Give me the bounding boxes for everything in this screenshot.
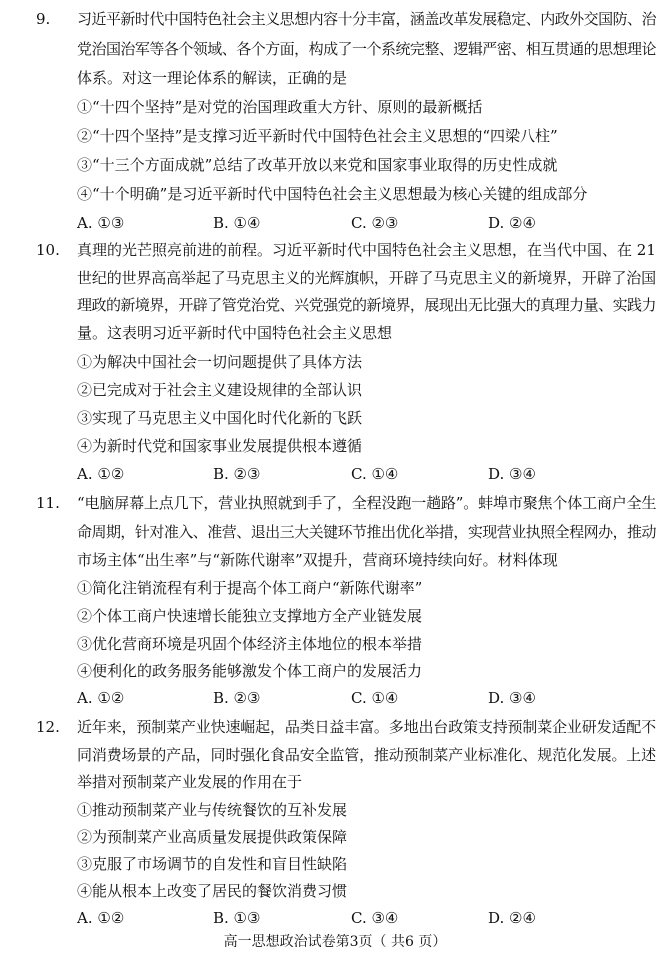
choice-d: D. ②④ (488, 214, 536, 232)
question-number: 9. (36, 10, 51, 28)
choice-a: A. ①② (77, 689, 125, 707)
choice-a: A. ①② (77, 909, 125, 927)
statement: ④为新时代党和国家事业发展提供根本遵循 (77, 437, 363, 455)
choice-c: C. ③④ (351, 909, 399, 927)
question-stem-line: 党治国治军等各个领域、各个方面，构成了一个系统完整、逻辑严密、相互贯通的思想理论 (77, 40, 657, 58)
question-stem-line: 命周期，针对准入、准营、退出三大关键环节推出优化举措，实现营业执照全程网办，推动 (77, 523, 657, 541)
statement: ①“十四个坚持”是对党的治国理政重大方针、原则的最新概括 (77, 98, 483, 116)
statement: ②为预制菜产业高质量发展提供政策保障 (77, 828, 348, 846)
statement: ③优化营商环境是巩固个体经济主体地位的根本举措 (77, 635, 423, 653)
question-stem-line: 市场主体“出生率”与“新陈代谢率”双提升，营商环境持续向好。材料体现 (77, 551, 558, 569)
statement: ②个体工商户快速增长能独立支撑地方全产业链发展 (77, 607, 423, 625)
choice-b: B. ①④ (213, 214, 261, 232)
statement: ③克服了市场调节的自发性和盲目性缺陷 (77, 855, 348, 873)
statement: ③实现了马克思主义中国化时代化新的飞跃 (77, 409, 363, 427)
choice-b: B. ①③ (213, 909, 261, 927)
choice-a: A. ①② (77, 465, 125, 483)
statement: ①简化注销流程有利于提高个体工商户“新陈代谢率” (77, 579, 423, 597)
choice-a: A. ①③ (77, 214, 125, 232)
statement: ④“十个明确”是习近平新时代中国特色社会主义思想最为核心关键的组成部分 (77, 185, 588, 203)
question-stem-line: 理政的新境界，开辟了管党治党、兴党强党的新境界，展现出无比强大的真理力量、实践力 (77, 296, 657, 314)
question-stem-line: 真理的光芒照亮前进的前程。习近平新时代中国特色社会主义思想，在当代中国、在 21 (77, 241, 656, 259)
statement: ①推动预制菜产业与传统餐饮的互补发展 (77, 801, 348, 819)
question-stem-line: 同消费场景的产品，同时强化食品安全监管，推动预制菜产业标准化、规范化发展。上述 (77, 746, 657, 764)
statement: ②已完成对于社会主义建设规律的全部认识 (77, 381, 363, 399)
page-footer: 高一思想政治试卷第3页（ 共6 页） (223, 934, 447, 950)
statement: ②“十四个坚持”是支撑习近平新时代中国特色社会主义思想的“四梁八柱” (77, 127, 558, 145)
choice-c: C. ②③ (351, 214, 399, 232)
question-stem-line: “电脑屏幕上点几下，营业执照就到手了，全程没跑一趟路”。蚌埠市聚焦个体工商户全生 (77, 494, 657, 512)
question-stem-line: 量。这表明习近平新时代中国特色社会主义思想 (77, 324, 393, 342)
question-number: 11. (36, 494, 60, 512)
question-stem-line: 习近平新时代中国特色社会主义思想内容十分丰富，涵盖改革发展稳定、内政外交国防、治 (77, 10, 657, 28)
question-stem-line: 世纪的世界高高举起了马克思主义的光辉旗帜，开辟了马克思主义的新境界，开辟了治国 (77, 269, 657, 287)
question-number: 10. (36, 241, 60, 259)
statement: ④能从根本上改变了居民的餐饮消费习惯 (77, 882, 348, 900)
choice-b: B. ②③ (213, 465, 261, 483)
question-stem-line: 举措对预制菜产业发展的作用在于 (77, 773, 303, 791)
choice-b: B. ②③ (213, 689, 261, 707)
choice-d: D. ③④ (488, 689, 536, 707)
statement: ①为解决中国社会一切问题提供了具体方法 (77, 353, 363, 371)
choice-c: C. ①④ (351, 465, 399, 483)
choice-c: C. ①④ (351, 689, 399, 707)
choice-d: D. ③④ (488, 465, 536, 483)
question-stem-line: 近年来，预制菜产业快速崛起，品类日益丰富。多地出台政策支持预制菜企业研发适配不 (77, 718, 657, 736)
statement: ④便利化的政务服务能够激发个体工商户的发展活力 (77, 662, 423, 680)
statement: ③“十三个方面成就”总结了改革开放以来党和国家事业取得的历史性成就 (77, 156, 558, 174)
question-stem-line: 体系。对这一理论体系的解读，正确的是 (77, 69, 348, 87)
question-number: 12. (36, 718, 60, 736)
choice-d: D. ②④ (488, 909, 536, 927)
